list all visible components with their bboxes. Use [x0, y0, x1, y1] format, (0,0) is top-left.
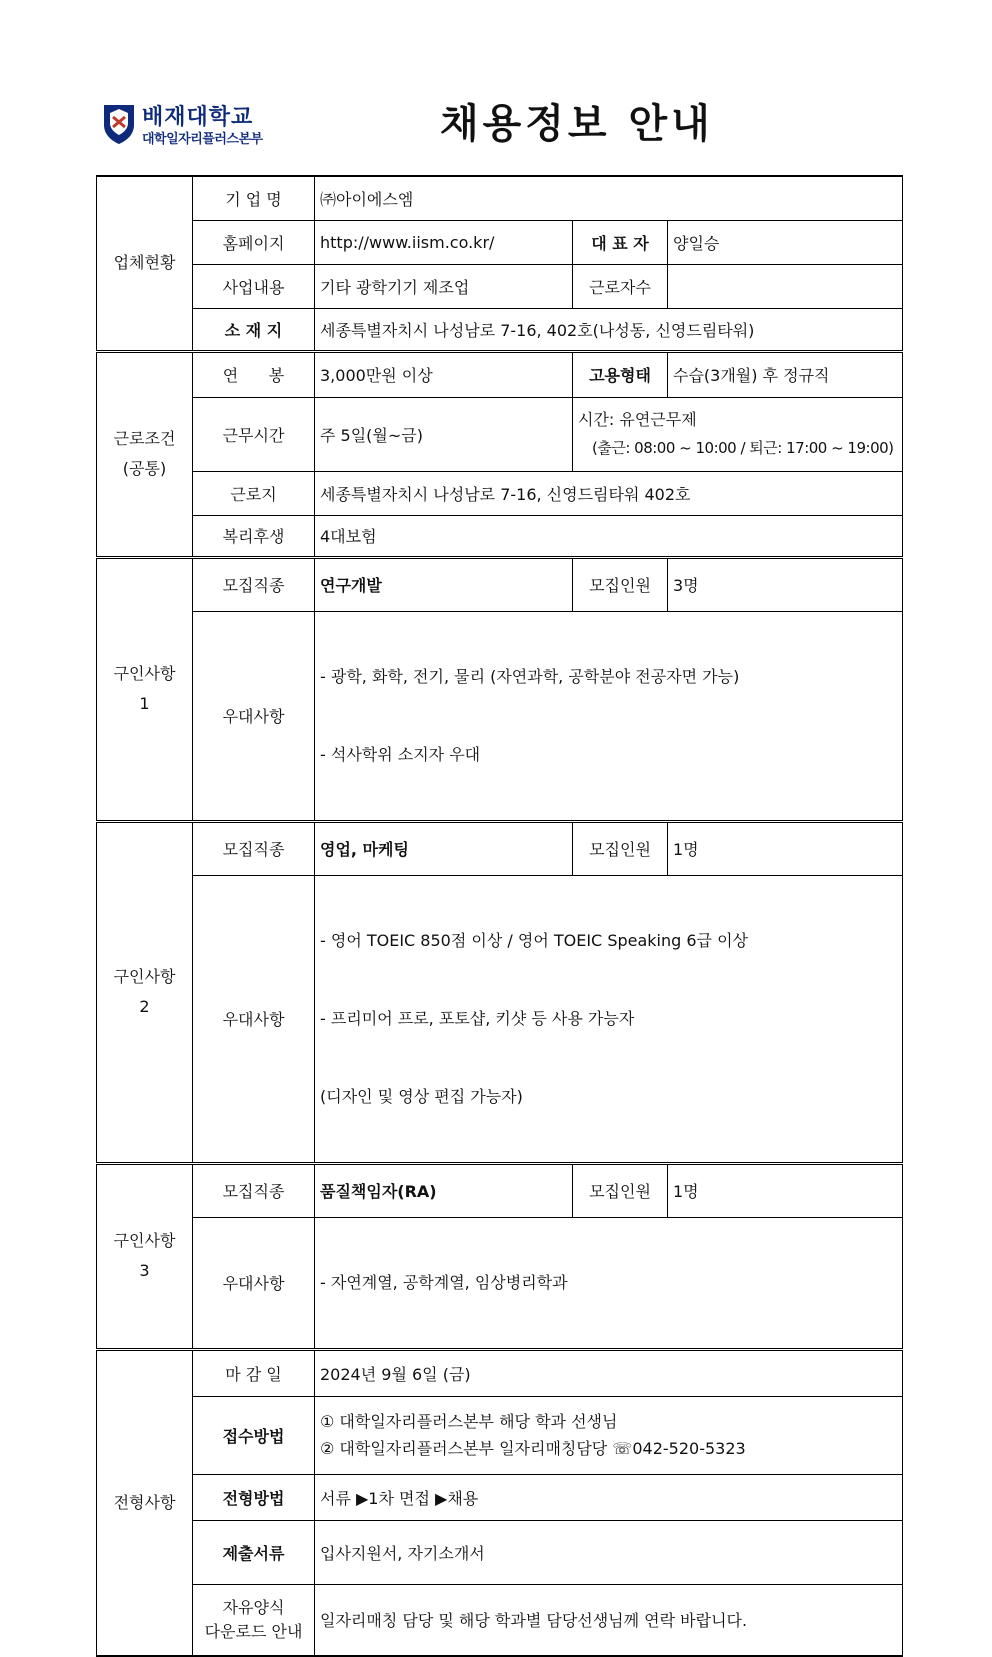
- label-address: 소 재 지: [193, 308, 315, 351]
- value-job1-prefs: [315, 611, 903, 821]
- value-hours: [573, 397, 903, 471]
- value-job3-headcount: 1명: [668, 1163, 903, 1217]
- row-job1-position: [97, 557, 903, 611]
- value-job2-position: 영업, 마케팅: [315, 821, 573, 875]
- label-business: 사업내용: [193, 264, 315, 308]
- row-salary: [97, 351, 903, 397]
- value-hours-detail: (출근: 08:00 ~ 10:00 / 퇴근: 17:00 ~ 19:00): [592, 439, 894, 457]
- value-job2-headcount: 1명: [668, 821, 903, 875]
- logo-university-name: 배재대학교: [142, 105, 254, 130]
- label-job1-position: 모집직종: [193, 557, 315, 611]
- label-hours: 근무시간: [193, 397, 315, 471]
- row-hours: [97, 397, 903, 471]
- job3-pref-item: - 자연계열, 공학계열, 임상병리학과: [320, 1272, 568, 1292]
- row-company-name: [97, 176, 903, 220]
- value-location: 세종특별자치시 나성남로 7-16, 신영드림타워 402호: [315, 471, 903, 515]
- row-location: [97, 471, 903, 515]
- section-job1: [97, 557, 193, 821]
- row-deadline: [97, 1349, 903, 1396]
- row-job2-prefs: [97, 875, 903, 1163]
- value-job3-position: 품질책임자(RA): [315, 1163, 573, 1217]
- value-job3-prefs: [315, 1217, 903, 1349]
- section-conditions-subtitle: (공통): [122, 459, 167, 478]
- value-job2-prefs: [315, 875, 903, 1163]
- value-company-name: ㈜아이에스엠: [315, 176, 903, 220]
- apply-method-2: ② 대학일자리플러스본부 일자리매칭담당 ☏042-520-5323: [320, 1439, 746, 1458]
- label-benefits: 복리후생: [193, 515, 315, 557]
- page-title: 채용정보 안내: [440, 101, 714, 147]
- section-company: 업체현황: [97, 176, 193, 351]
- label-deadline: 마 감 일: [193, 1349, 315, 1396]
- section-conditions: [97, 351, 193, 557]
- section-screening: 전형사항: [97, 1349, 193, 1656]
- job2-pref-item: - 영어 TOEIC 850점 이상 / 영어 TOEIC Speaking 6급 이상: [320, 930, 749, 950]
- job-info-table: [96, 175, 903, 1657]
- label-homepage: 홈페이지: [193, 220, 315, 264]
- row-homepage: [97, 220, 903, 264]
- section-job3-title: 구인사항: [113, 1231, 176, 1250]
- label-employees: 근로자수: [573, 264, 668, 308]
- label-ceo: 대 표 자: [573, 220, 668, 264]
- section-job1-title: 구인사항: [113, 664, 176, 683]
- value-job1-headcount: 3명: [668, 557, 903, 611]
- university-logo: [102, 100, 302, 150]
- value-ceo: 양일승: [668, 220, 903, 264]
- section-job3: [97, 1163, 193, 1349]
- label-form-download-line2: 다운로드 안내: [204, 1621, 303, 1641]
- value-address: 세종특별자치시 나성남로 7-16, 402호(나성동, 신영드림타워): [315, 308, 903, 351]
- value-employment-type: 수습(3개월) 후 정규직: [668, 351, 903, 397]
- university-shield-icon: [102, 103, 136, 145]
- label-job2-position: 모집직종: [193, 821, 315, 875]
- section-job3-number: 3: [139, 1261, 150, 1280]
- value-process: 서류 ▶1차 면접 ▶채용: [315, 1474, 903, 1520]
- row-job2-position: [97, 821, 903, 875]
- section-conditions-title: 근로조건: [113, 429, 176, 448]
- label-company-name: 기 업 명: [193, 176, 315, 220]
- row-job3-position: [97, 1163, 903, 1217]
- job2-pref-item: (디자인 및 영상 편집 가능자): [320, 1086, 523, 1106]
- value-business: 기타 광학기기 제조업: [315, 264, 573, 308]
- value-deadline: 2024년 9월 6일 (금): [315, 1349, 903, 1396]
- label-job3-prefs: 우대사항: [193, 1217, 315, 1349]
- value-hours-type: 시간: 유연근무제: [578, 410, 697, 429]
- value-apply: [315, 1396, 903, 1474]
- value-benefits: 4대보험: [315, 515, 903, 557]
- row-form-download: [97, 1584, 903, 1656]
- label-employment-type: 고용형태: [573, 351, 668, 397]
- label-job3-position: 모집직종: [193, 1163, 315, 1217]
- section-job1-number: 1: [139, 694, 150, 713]
- job1-pref-item: - 광학, 화학, 전기, 물리 (자연과학, 공학분야 전공자면 가능): [320, 666, 740, 686]
- apply-method-1: ① 대학일자리플러스본부 해당 학과 선생님: [320, 1412, 618, 1431]
- label-salary: 연 봉: [193, 351, 315, 397]
- label-job1-prefs: 우대사항: [193, 611, 315, 821]
- value-homepage[interactable]: http://www.iism.co.kr/: [315, 220, 573, 264]
- label-apply: 접수방법: [193, 1396, 315, 1474]
- row-benefits: [97, 515, 903, 557]
- value-employees: [668, 264, 903, 308]
- label-job1-headcount: 모집인원: [573, 557, 668, 611]
- value-job1-position: 연구개발: [315, 557, 573, 611]
- row-documents: [97, 1520, 903, 1584]
- label-form-download: [193, 1584, 315, 1656]
- row-address: [97, 308, 903, 351]
- row-apply: [97, 1396, 903, 1474]
- section-job2-number: 2: [139, 997, 150, 1016]
- logo-department-name: 대학일자리플러스본부: [142, 132, 263, 147]
- row-business: [97, 264, 903, 308]
- label-job3-headcount: 모집인원: [573, 1163, 668, 1217]
- job1-pref-item: - 석사학위 소지자 우대: [320, 744, 481, 764]
- label-documents: 제출서류: [193, 1520, 315, 1584]
- value-salary: 3,000만원 이상: [315, 351, 573, 397]
- row-job1-prefs: [97, 611, 903, 821]
- label-form-download-line1: 자유양식: [222, 1597, 285, 1617]
- section-job2: [97, 821, 193, 1163]
- value-form-download: 일자리매칭 담당 및 해당 학과별 담당선생님께 연락 바랍니다.: [315, 1584, 903, 1656]
- value-days: 주 5일(월~금): [315, 397, 573, 471]
- label-location: 근로지: [193, 471, 315, 515]
- section-job2-title: 구인사항: [113, 967, 176, 986]
- row-process: [97, 1474, 903, 1520]
- job2-pref-item: - 프리미어 프로, 포토샵, 키샷 등 사용 가능자: [320, 1008, 635, 1028]
- label-job2-headcount: 모집인원: [573, 821, 668, 875]
- label-job2-prefs: 우대사항: [193, 875, 315, 1163]
- row-job3-prefs: [97, 1217, 903, 1349]
- value-documents: 입사지원서, 자기소개서: [315, 1520, 903, 1584]
- label-process: 전형방법: [193, 1474, 315, 1520]
